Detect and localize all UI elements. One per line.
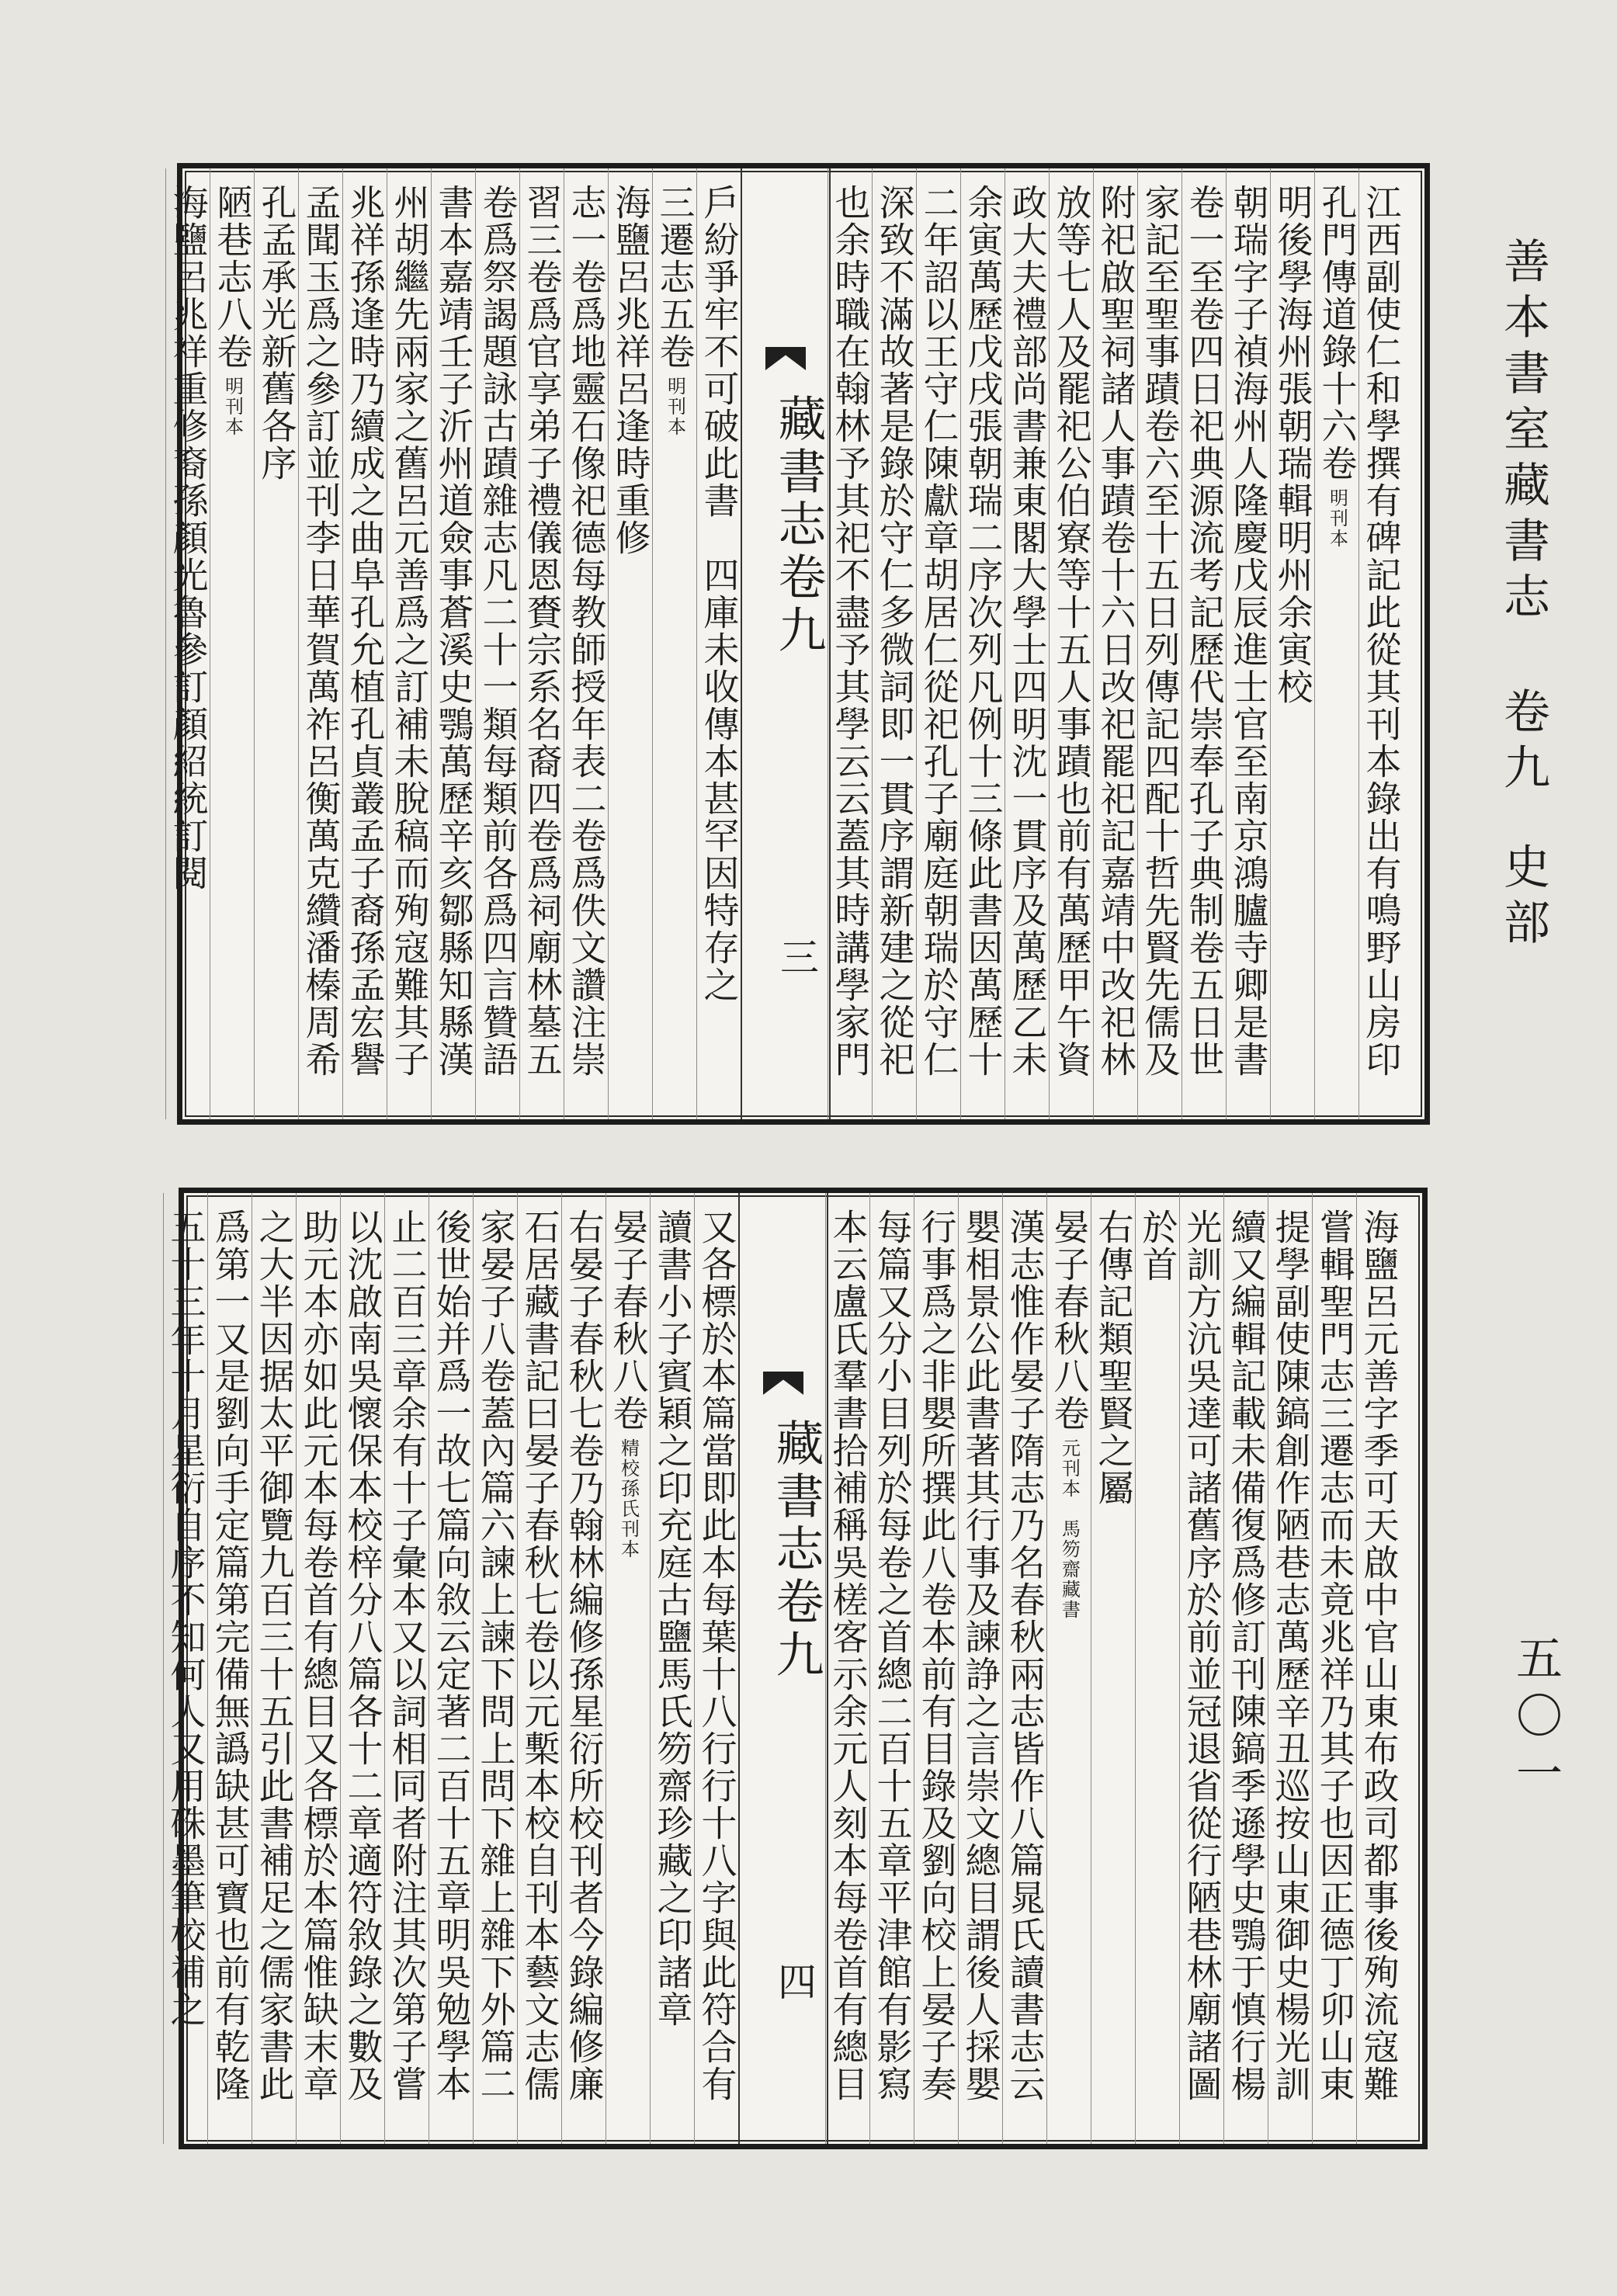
- column-text: 兆祥孫逢時乃續成之曲阜孔允植孔貞叢孟子裔孫孟宏譽: [344, 184, 387, 1078]
- text-column: [168, 184, 208, 1104]
- column-text: 每篇又分小目列於每卷之首總二百十五章平津館有影寫: [871, 1209, 914, 2103]
- column-rule: [342, 168, 343, 1119]
- text-column: [1229, 184, 1268, 1104]
- text-column: [697, 1209, 737, 2128]
- text-column: [476, 1209, 515, 2128]
- fishtail-mark: [763, 1372, 803, 1395]
- column-text: 也余時職在翰林予其祀不盡予其學云云蓋其時講學家門: [829, 184, 872, 1078]
- text-column: [828, 1209, 868, 2128]
- edition-note: 明刊本: [1326, 488, 1348, 549]
- running-head: [1487, 237, 1556, 1572]
- book-title: 善本書室藏書志: [1496, 237, 1550, 628]
- column-rule: [1226, 168, 1227, 1119]
- column-rule: [696, 168, 697, 1119]
- text-column: [166, 1209, 206, 2128]
- column-rule: [163, 1193, 164, 2144]
- column-rule: [340, 1193, 341, 2144]
- column-rule: [1179, 1193, 1180, 2144]
- text-column: [1359, 1209, 1399, 2128]
- text-column: [478, 184, 518, 1104]
- column-text: 爲第一又是劉向手定篇第完備無譌缺甚可寶也前有乾隆: [209, 1209, 252, 2103]
- section-label: 史部: [1496, 842, 1550, 954]
- column-text: 本云盧氏羣書拾補稱吳槎客示余元人刻本每卷首有總目: [827, 1209, 869, 2103]
- column-rule: [1314, 168, 1315, 1119]
- column-rule: [650, 1193, 651, 2144]
- center-band: [738, 1193, 828, 2144]
- column-rule: [1358, 168, 1359, 1119]
- text-column: [520, 1209, 560, 2128]
- column-text: 江西副使仁和學撰有碑記此從其刊本錄出有鳴野山房印: [1360, 184, 1403, 1078]
- column-text: 孟聞玉爲之參訂並刊李日華賀萬祚呂衡萬克纘潘榛周希: [300, 184, 342, 1078]
- text-column: [299, 1209, 338, 2128]
- column-text: 孔孟承光新舊各序: [255, 184, 298, 482]
- text-column: [873, 1209, 912, 2128]
- text-column: [434, 184, 474, 1104]
- column-text: 五十三年十月星衍自序不知何人又用硃墨筆校補之: [165, 1209, 207, 2028]
- text-column: [1096, 184, 1136, 1104]
- text-column: [257, 184, 297, 1104]
- column-text: 海鹽呂兆祥重修裔孫顏光魯參訂顏紹統訂閱: [167, 184, 210, 892]
- volume-label: 卷九: [1496, 687, 1550, 799]
- text-column: [1182, 1209, 1222, 2128]
- text-column: [567, 184, 606, 1104]
- text-column: [387, 1209, 427, 2128]
- column-rule: [958, 1193, 959, 2144]
- column-text: 朝瑞字子禎海州人隆慶戊辰進士官至南京鴻臚寺卿是書: [1227, 184, 1270, 1078]
- column-rule: [384, 1193, 385, 2144]
- text-column: [611, 184, 651, 1104]
- column-text: 三遷志五卷: [654, 184, 696, 370]
- column-text: 之大半因据太平御覽九百三十五引此書補足之儒家書此: [253, 1209, 296, 2103]
- band-title: 藏書志卷九: [768, 1418, 824, 1682]
- column-text: 州胡繼先兩家之舊呂元善爲之訂補未脫稿而殉寇難其子: [388, 184, 431, 1078]
- column-text: 卷一至卷四日祀典源流考記歷代崇奉孔子典制卷五日世: [1183, 184, 1226, 1078]
- text-column: [1094, 1209, 1133, 2128]
- column-text: 於首: [1136, 1209, 1179, 1283]
- column-text: 深致不滿故著是錄於守仁多微詞即一貫序謂新建之從祀: [873, 184, 916, 1078]
- text-column: [609, 1209, 648, 2128]
- column-text: 又各標於本篇當即此本每葉十八行行十八字與此符合有: [696, 1209, 738, 2103]
- upper-leaf: [167, 163, 1430, 1125]
- column-text: 習三卷爲官享弟子禮儀恩賚宗系名裔四卷爲祠廟林墓五: [521, 184, 564, 1078]
- lower-leaf: [165, 1188, 1428, 2149]
- column-text: 家記至聖事蹟卷六至十五日列傳記四配十哲先賢先儒及: [1139, 184, 1182, 1078]
- column-rule: [1223, 1193, 1224, 2144]
- column-rule: [652, 168, 653, 1119]
- column-text: 政大夫禮部尚書兼東閣大學士四明沈一貫序及萬歷乙未: [1006, 184, 1049, 1078]
- text-column: [653, 1209, 692, 2128]
- text-column: [961, 1209, 1001, 2128]
- column-text: 附祀啟聖祠諸人事蹟卷十六日改祀罷祀記嘉靖中改祀林: [1095, 184, 1137, 1078]
- column-text: 明後學海州張朝瑞輯明州余寅校: [1272, 184, 1314, 706]
- leaf-number: 四: [772, 1961, 817, 2000]
- text-column: [522, 184, 562, 1104]
- fishtail-mark: [765, 347, 806, 370]
- column-text: 晏子春秋八卷: [607, 1209, 650, 1432]
- text-column: [432, 1209, 471, 2128]
- edition-note: 精校孫氏刊本: [617, 1438, 640, 1559]
- text-column: [255, 1209, 294, 2128]
- edition-note: 明刊本: [664, 376, 686, 437]
- column-rule: [298, 168, 299, 1119]
- column-text: 家晏子八卷蓋內篇六諫上諫下問上問下雜上雜下外篇二: [474, 1209, 517, 2103]
- column-rule: [475, 168, 476, 1119]
- column-rule: [916, 168, 917, 1119]
- column-text: 止二百三章余有十子彙本又以詞相同者附注其次第子嘗: [386, 1209, 429, 2103]
- column-text: 戶紛爭牢不可破此書 四庫未收傳本甚罕因特存之: [698, 184, 741, 1004]
- text-column: [1050, 1209, 1089, 2128]
- column-rule: [519, 168, 520, 1119]
- text-column: [1273, 184, 1313, 1104]
- edition-note: 明刊本: [221, 376, 244, 437]
- text-column: [963, 184, 1003, 1104]
- column-text: 陋巷志八卷: [211, 184, 254, 370]
- text-column: [213, 184, 252, 1104]
- column-rule: [1270, 168, 1271, 1119]
- text-column: [1271, 1209, 1310, 2128]
- column-rule: [872, 168, 873, 1119]
- center-band: [741, 168, 831, 1119]
- text-column: [699, 184, 739, 1104]
- column-rule: [1049, 168, 1050, 1119]
- column-text: 孔門傳道錄十六卷: [1316, 184, 1358, 482]
- column-text: 石居藏書記曰晏子春秋七卷以元槧本校自刊本藝文志儒: [519, 1209, 561, 2103]
- column-rule: [1135, 1193, 1136, 2144]
- text-column: [343, 1209, 383, 2128]
- column-text: 晏子春秋八卷: [1048, 1209, 1091, 1432]
- column-rule: [1002, 1193, 1003, 2144]
- column-rule: [561, 1193, 562, 2144]
- text-column: [1008, 184, 1047, 1104]
- text-column: [390, 184, 429, 1104]
- text-column: [345, 184, 385, 1104]
- column-text: 海鹽呂兆祥呂逢時重修: [609, 184, 652, 557]
- column-rule: [694, 1193, 695, 2144]
- column-rule: [254, 168, 255, 1119]
- column-text: 後世始并爲一故七篇向敘云定著二百十五章明吳勉學本: [430, 1209, 473, 2103]
- column-text: 放等七人及罷祀公伯寮等十五人事蹟也前有萬歷甲午資: [1050, 184, 1093, 1078]
- text-column: [1140, 184, 1180, 1104]
- text-column: [1315, 1209, 1355, 2128]
- text-column: [1317, 184, 1357, 1104]
- text-column: [564, 1209, 604, 2128]
- column-rule: [960, 168, 961, 1119]
- column-text: 以沈啟南吳懷保本校梓分八篇各十二章適符敘錄之數及: [342, 1209, 384, 2103]
- text-column: [1362, 184, 1401, 1104]
- column-text: 書本嘉靖壬子沂州道僉事蒼溪史鶚萬歷辛亥鄒縣知縣漢: [432, 184, 475, 1078]
- text-column: [655, 184, 695, 1104]
- text-column: [1052, 184, 1091, 1104]
- band-title: 藏書志卷九: [770, 394, 827, 657]
- column-text: 二年詔以王守仁陳獻章胡居仁從祀孔子廟庭朝瑞於守仁: [918, 184, 960, 1078]
- column-text: 嬰相景公此書著其行事及諫諍之言崇文總目謂後人採嬰: [959, 1209, 1002, 2103]
- edition-note: 元刊本 馬笏齋藏書: [1058, 1438, 1081, 1620]
- column-text: 助元本亦如此元本每卷首有總目又各標於本篇惟缺末章: [297, 1209, 340, 2103]
- column-text: 嘗輯聖門志三遷志而未竟兆祥乃其子也因正德丁卯山東: [1313, 1209, 1356, 2103]
- column-text: 卷爲祭謁題詠古蹟雜志凡二十一類每類前各爲四言贊語: [477, 184, 519, 1078]
- column-rule: [869, 1193, 870, 2144]
- text-column: [1227, 1209, 1266, 2128]
- column-text: 讀書小子賓穎之印充庭古鹽馬氏笏齋珍藏之印諸章: [651, 1209, 694, 2028]
- page-number: 五〇一: [1508, 1634, 1563, 1806]
- column-text: 提學副使陳鎬創作陋巷志萬歷辛丑巡按山東御史楊光訓: [1269, 1209, 1312, 2103]
- text-column: [831, 184, 870, 1104]
- column-rule: [1093, 168, 1094, 1119]
- column-rule: [473, 1193, 474, 2144]
- column-text: 續又編輯記載未備復爲修訂刊陳鎬季遜學史鶚于慎行楊: [1225, 1209, 1268, 2103]
- column-text: 行事爲之非嬰所撰此八卷本前有目錄及劉向校上晏子奏: [915, 1209, 958, 2103]
- text-column: [210, 1209, 250, 2128]
- text-column: [1005, 1209, 1045, 2128]
- column-rule: [608, 168, 609, 1119]
- column-text: 右傳記類聖賢之屬: [1092, 1209, 1135, 1507]
- text-column: [875, 184, 914, 1104]
- text-column: [301, 184, 341, 1104]
- column-text: 右晏子春秋七卷乃翰林編修孫星衍所校刊者今錄編修廉: [563, 1209, 606, 2103]
- column-rule: [517, 1193, 518, 2144]
- text-column: [919, 184, 959, 1104]
- text-column: [1138, 1209, 1178, 2128]
- column-text: 光訓方沆吳達可諸舊序於前並冠退省從行陋巷林廟諸圖: [1181, 1209, 1223, 2103]
- column-text: 漢志惟作晏子隋志乃名春秋兩志皆作八篇晁氏讀書志云: [1004, 1209, 1046, 2103]
- column-text: 余寅萬歷戊戌張朝瑞二序次列凡例十三條此書因萬歷十: [962, 184, 1005, 1078]
- column-rule: [1312, 1193, 1313, 2144]
- text-column: [917, 1209, 956, 2128]
- column-rule: [165, 168, 166, 1119]
- column-rule: [207, 1193, 208, 2144]
- column-text: 海鹽呂元善字季可天啟中官山東布政司都事後殉流寇難: [1358, 1209, 1400, 2103]
- column-rule: [1046, 1193, 1047, 2144]
- column-text: 志一卷爲地靈石像祀德每教師授年表二卷爲佚文讚注崇: [565, 184, 608, 1078]
- column-rule: [1356, 1193, 1357, 2144]
- column-rule: [431, 168, 432, 1119]
- text-column: [1185, 184, 1224, 1104]
- leaf-number: 三: [774, 937, 819, 976]
- column-rule: [1137, 168, 1138, 1119]
- column-rule: [296, 1193, 297, 2144]
